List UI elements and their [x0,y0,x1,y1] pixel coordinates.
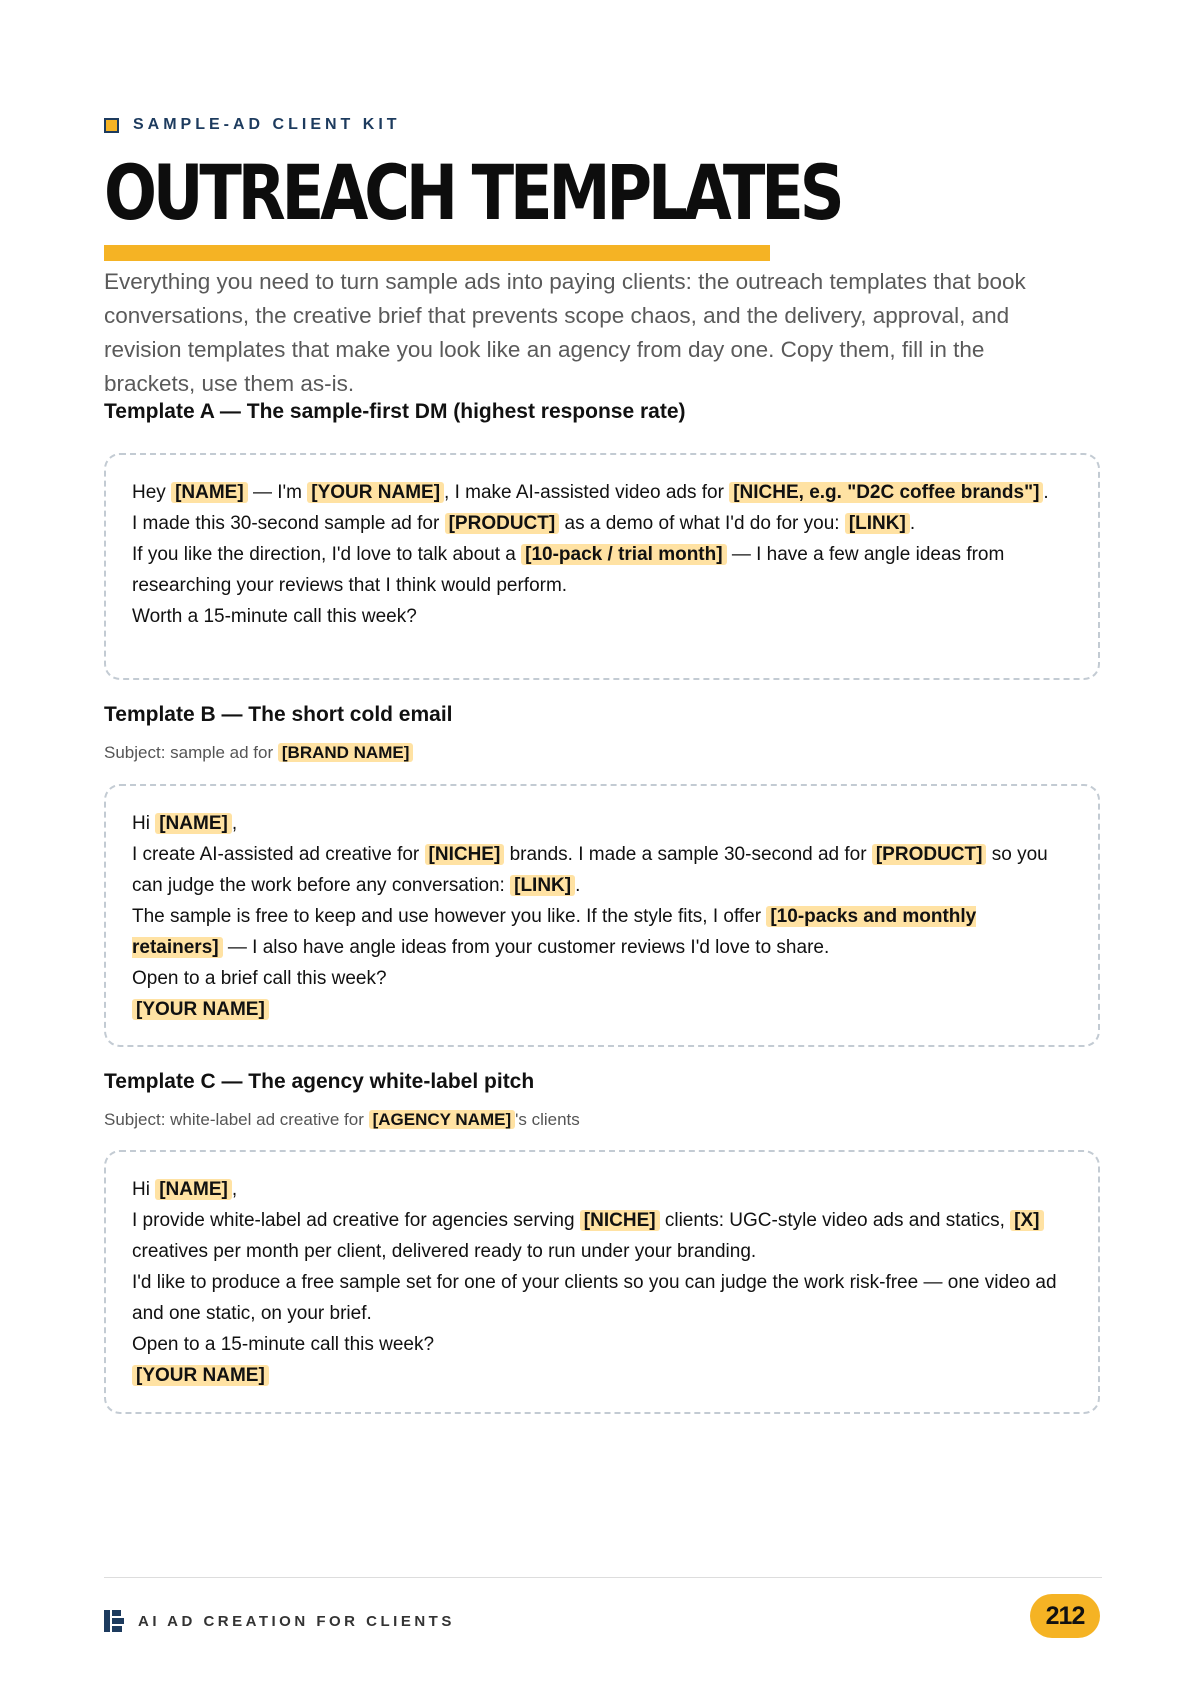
intro-paragraph: Everything you need to turn sample ads into paying clients: the outreach templates that book conversations, the creative brief that prevents scope chaos, and the delivery, approval, and revision templates that make you look like an agency from day one. Copy them, fill in the brackets, use them as-is. [104,269,1026,396]
kicker-label: SAMPLE-AD CLIENT KIT [133,116,401,133]
template-b-line-5 [132,994,1072,1025]
template-c-line-4: Open to a 15-minute call this week? [132,1334,435,1355]
placeholder-highlight: [YOUR NAME] [307,482,444,503]
placeholder-highlight: [10-pack / trial month] [521,544,726,565]
template-b-line-3: The sample is free to keep and use however you like. If the style fits, I offer [10-packs and monthly retainers] — I also have angle ideas from your customer reviews I'd love to share. [132,906,977,958]
placeholder-highlight: [NICHE] [425,844,505,865]
placeholder-highlight: [YOUR NAME] [132,1365,269,1386]
placeholder-highlight: [NAME] [155,1179,232,1200]
title-underline [104,245,770,261]
template-c-box [104,1150,1100,1414]
placeholder-highlight: [PRODUCT] [872,844,987,865]
template-b-line-4: Open to a brief call this week? [132,968,387,989]
template-c-line-1: Hi [NAME] , [132,1179,238,1200]
footer-label: AI AD CREATION FOR CLIENTS [138,1612,455,1630]
page-title: OUTREACH TEMPLATES [104,148,841,237]
template-a-line-1: Hey [NAME] — I'm [YOUR NAME] , I make AI-assisted video ads for [NICHE, e.g. "D2C coffee brands"] . [132,482,1049,503]
template-c-subject: Subject: white-label ad creative for [AGENCY NAME] 's clients [104,1110,580,1129]
placeholder-highlight: [LINK] [845,513,910,534]
placeholder-highlight: [AGENCY NAME] [369,1110,516,1129]
template-c-line-5 [132,1360,1072,1391]
template-c-line-3: I'd like to produce a free sample set for one of your clients so you can judge the work risk-free — one video ad and one static, on your brief. [132,1272,1057,1324]
square-bullet-icon [104,118,119,133]
template-b-line-2: I create AI-assisted ad creative for [NICHE] brands. I made a sample 30-second ad for [PRODUCT] so you can judge the work before any conversation: [LINK] . [132,844,1048,896]
placeholder-highlight: [BRAND NAME] [278,743,413,762]
template-b-subject: Subject: sample ad for [BRAND NAME] [104,743,413,763]
footer-divider [104,1577,1102,1578]
page-number-badge: 212 [1030,1594,1100,1638]
placeholder-highlight: [NAME] [155,813,232,834]
placeholder-highlight: [PRODUCT] [445,513,560,534]
title-wrap [104,150,1002,236]
footer [104,1610,455,1632]
placeholder-highlight: [NICHE] [580,1210,660,1231]
template-a-line-4: Worth a 15-minute call this week? [132,606,417,627]
template-c-heading: Template C — The agency white-label pitch [104,1070,535,1093]
book-logo-icon [104,1610,124,1632]
template-b-heading: Template B — The short cold email [104,703,453,726]
template-a-box [104,453,1100,680]
placeholder-highlight: [NAME] [171,482,248,503]
template-b-box [104,784,1100,1047]
placeholder-highlight: [YOUR NAME] [132,999,269,1020]
template-a-heading: Template A — The sample-first DM (highest response rate) [104,400,686,423]
kicker [104,116,401,134]
placeholder-highlight: [X] [1010,1210,1043,1231]
placeholder-highlight: [10-packs and monthly retainers] [132,906,977,958]
template-c-line-2: I provide white-label ad creative for agencies serving [NICHE] clients: UGC-style video ads and statics, [X] creatives per month per client, delivered ready to run under your branding. [132,1205,1072,1267]
placeholder-highlight: [NICHE, e.g. "D2C coffee brands"] [729,482,1043,503]
template-b-line-1: Hi [NAME] , [132,813,238,834]
template-a-line-3: If you like the direction, I'd love to talk about a [10-pack / trial month] — I have a few angle ideas from researching your reviews that I think would perform. [132,544,1005,596]
template-a-line-2: I made this 30-second sample ad for [PRODUCT] as a demo of what I'd do for you: [LINK] . [132,513,916,534]
placeholder-highlight: [LINK] [510,875,575,896]
